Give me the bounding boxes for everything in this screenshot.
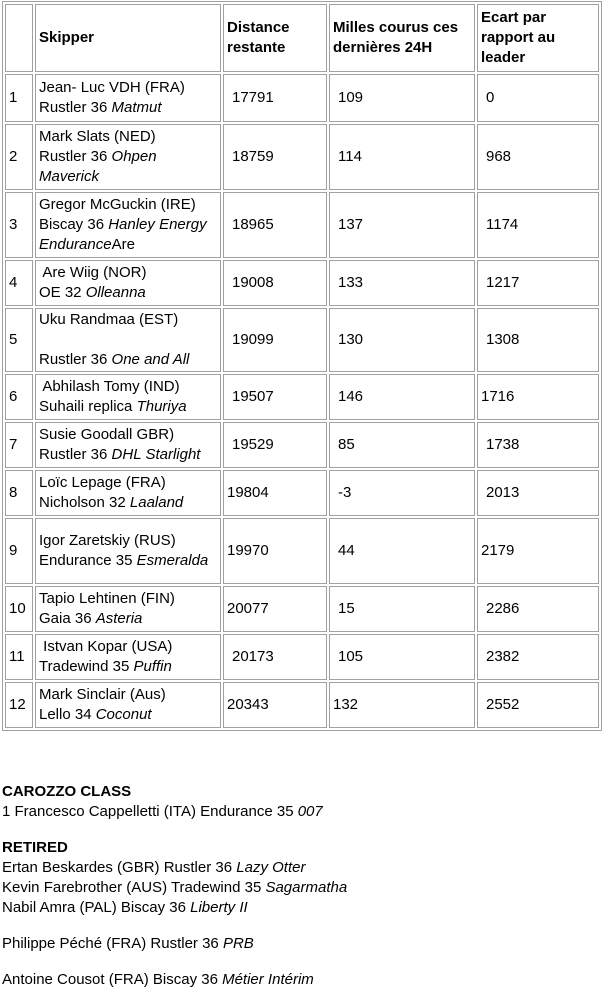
miles-cell: 109 xyxy=(329,74,475,122)
distance-cell: 19099 xyxy=(223,308,327,372)
header-rank xyxy=(5,4,33,72)
table-row xyxy=(5,124,599,190)
carozzo-class-heading: CAROZZO CLASS xyxy=(2,783,132,800)
table-row xyxy=(5,374,599,420)
retired-entry: Kevin Farebrother (AUS) Tradewind 35 Sagarmatha xyxy=(2,879,348,896)
table-row xyxy=(5,308,599,372)
rank-cell: 7 xyxy=(5,422,33,468)
distance-cell: 18759 xyxy=(223,124,327,190)
distance-cell: 18965 xyxy=(223,192,327,258)
rank-cell: 8 xyxy=(5,470,33,516)
distance-cell: 19008 xyxy=(223,260,327,306)
retired-heading: RETIRED xyxy=(2,839,68,856)
distance-cell: 17791 xyxy=(223,74,327,122)
rank-cell: 12 xyxy=(5,682,33,728)
miles-cell: -3 xyxy=(329,470,475,516)
rank-cell: 9 xyxy=(5,518,33,584)
rank-cell: 11 xyxy=(5,634,33,680)
gap-cell: 2552 xyxy=(477,682,599,728)
gap-cell: 2286 xyxy=(477,586,599,632)
ranking-table xyxy=(2,1,602,731)
gap-cell: 1174 xyxy=(477,192,599,258)
header-gap-leader: Ecart par rapport au leader xyxy=(477,4,599,72)
rank-cell: 4 xyxy=(5,260,33,306)
miles-cell: 133 xyxy=(329,260,475,306)
distance-cell: 20173 xyxy=(223,634,327,680)
skipper-cell: Loïc Lepage (FRA) Nicholson 32 Laaland xyxy=(35,470,221,516)
miles-cell: 114 xyxy=(329,124,475,190)
skipper-cell: Are Wiig (NOR) OE 32 Olleanna xyxy=(35,260,221,306)
distance-cell: 20343 xyxy=(223,682,327,728)
skipper-cell: Jean- Luc VDH (FRA) Rustler 36 Matmut xyxy=(35,74,221,122)
retired-entry: Antoine Cousot (FRA) Biscay 36 Métier Intérim xyxy=(2,971,314,988)
rank-cell: 10 xyxy=(5,586,33,632)
table-row xyxy=(5,682,599,728)
table-row xyxy=(5,586,599,632)
gap-cell: 1716 xyxy=(477,374,599,420)
table-row xyxy=(5,518,599,584)
gap-cell: 1308 xyxy=(477,308,599,372)
table-header-row xyxy=(5,4,599,72)
retired-entry: Nabil Amra (PAL) Biscay 36 Liberty II xyxy=(2,899,248,916)
skipper-cell: Susie Goodall GBR) Rustler 36 DHL Starlight xyxy=(35,422,221,468)
gap-cell: 2013 xyxy=(477,470,599,516)
skipper-cell: Abhilash Tomy (IND) Suhaili replica Thuriya xyxy=(35,374,221,420)
gap-cell: 2382 xyxy=(477,634,599,680)
table-row xyxy=(5,260,599,306)
miles-cell: 105 xyxy=(329,634,475,680)
skipper-cell: Mark Sinclair (Aus) Lello 34 Coconut xyxy=(35,682,221,728)
distance-cell: 19804 xyxy=(223,470,327,516)
notes-section xyxy=(2,782,602,990)
skipper-cell: Gregor McGuckin (IRE) Biscay 36 Hanley Energy EnduranceAre xyxy=(35,192,221,258)
rank-cell: 1 xyxy=(5,74,33,122)
gap-cell: 1738 xyxy=(477,422,599,468)
rank-cell: 2 xyxy=(5,124,33,190)
miles-cell: 44 xyxy=(329,518,475,584)
table-row xyxy=(5,422,599,468)
carozzo-entry: 1 Francesco Cappelletti (ITA) Endurance 35 007 xyxy=(2,803,323,820)
distance-cell: 19507 xyxy=(223,374,327,420)
gap-cell: 968 xyxy=(477,124,599,190)
skipper-cell: Uku Randmaa (EST) Rustler 36 One and All xyxy=(35,308,221,372)
table-row xyxy=(5,634,599,680)
rank-cell: 5 xyxy=(5,308,33,372)
miles-cell: 130 xyxy=(329,308,475,372)
header-skipper: Skipper xyxy=(35,4,221,72)
rank-cell: 3 xyxy=(5,192,33,258)
skipper-cell: Tapio Lehtinen (FIN) Gaia 36 Asteria xyxy=(35,586,221,632)
skipper-cell: Mark Slats (NED) Rustler 36 Ohpen Maverick xyxy=(35,124,221,190)
gap-cell: 2179 xyxy=(477,518,599,584)
distance-cell: 19970 xyxy=(223,518,327,584)
gap-cell: 1217 xyxy=(477,260,599,306)
miles-cell: 146 xyxy=(329,374,475,420)
retired-entry: Philippe Péché (FRA) Rustler 36 PRB xyxy=(2,935,254,952)
rank-cell: 6 xyxy=(5,374,33,420)
table-row xyxy=(5,470,599,516)
header-miles-24h: Milles courus ces dernières 24H xyxy=(329,4,475,72)
miles-cell: 132 xyxy=(329,682,475,728)
miles-cell: 85 xyxy=(329,422,475,468)
miles-cell: 137 xyxy=(329,192,475,258)
miles-cell: 15 xyxy=(329,586,475,632)
distance-cell: 19529 xyxy=(223,422,327,468)
header-distance: Distance restante xyxy=(223,4,327,72)
skipper-cell: Istvan Kopar (USA) Tradewind 35 Puffin xyxy=(35,634,221,680)
gap-cell: 0 xyxy=(477,74,599,122)
table-row xyxy=(5,192,599,258)
retired-entry: Ertan Beskardes (GBR) Rustler 36 Lazy Otter xyxy=(2,859,306,876)
table-row xyxy=(5,74,599,122)
distance-cell: 20077 xyxy=(223,586,327,632)
skipper-cell: Igor Zaretskiy (RUS) Endurance 35 Esmeralda xyxy=(35,518,221,584)
